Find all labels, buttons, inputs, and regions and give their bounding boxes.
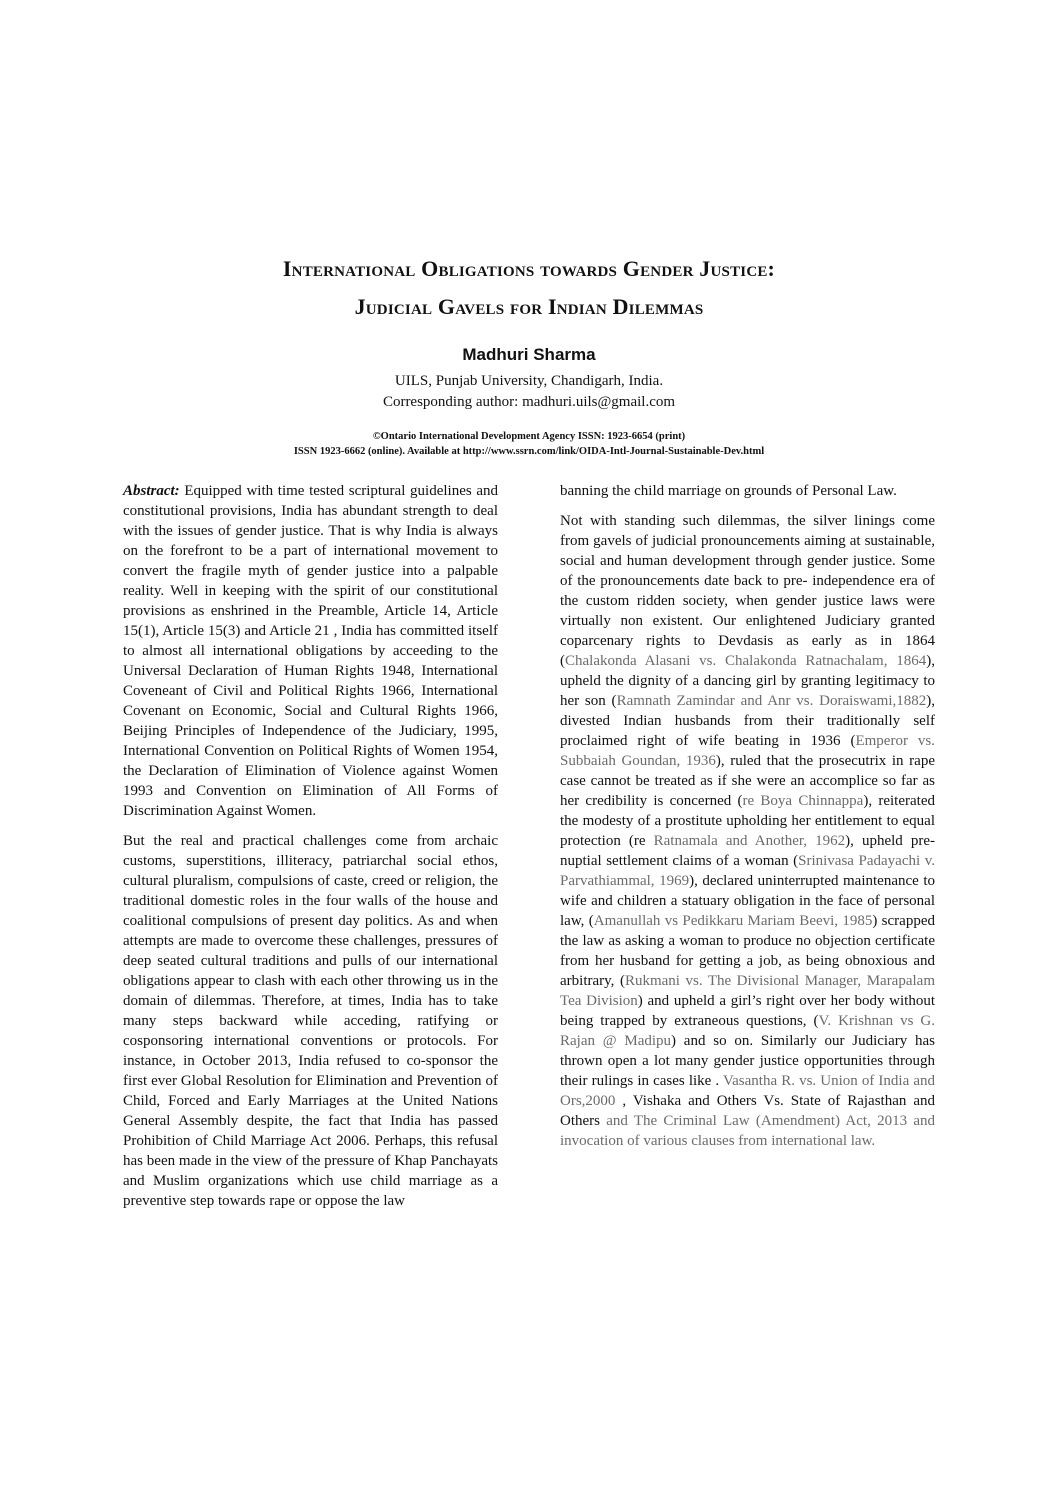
- paper-title: [80, 250, 978, 326]
- issn-online: ISSN 1923-6662 (online). Available at http://www.ssrn.com/link/OIDA-Intl-Journal-Sustainable-Dev.html: [293, 446, 765, 457]
- body-text: ) scrapped the law as asking a woman to produce no objection certificate from her husband for getting a job, as being obnoxious and arbitrary, (: [560, 913, 935, 989]
- body-text: ), upheld the dignity of a dancing girl by granting legitimacy to her son (: [560, 653, 935, 709]
- case-citation: and The Criminal Law (Amendment) Act, 2013 and invocation of various clauses from international law.: [560, 1113, 935, 1149]
- case-citation: V. Krishnan vs G. Rajan @ Madipu: [560, 1013, 935, 1049]
- case-citation: Vasantha R. vs. Union of India and Ors,2000: [560, 1073, 935, 1109]
- body-text: , Vishaka and Others Vs. State of Rajasthan and Others: [560, 1093, 935, 1129]
- author-name: Madhuri Sharma: [462, 345, 596, 364]
- case-citation: Emperor vs. Subbaiah Goundan, 1936: [560, 733, 935, 769]
- title-line-1: International Obligations towards Gender Justice:: [282, 256, 776, 281]
- issn-print: ©Ontario International Development Agency ISSN: 1923-6654 (print): [372, 431, 686, 442]
- case-citation: Chalakonda Alasani vs. Chalakonda Ratnachalam, 1864: [565, 653, 927, 669]
- body-text: ), reiterated the modesty of a prostitute upholding her entitlement to equal protection (re: [560, 793, 935, 849]
- abstract-paragraph: [123, 481, 498, 821]
- challenges-paragraph-continued: banning the child marriage on grounds of Personal Law.: [560, 483, 897, 499]
- body-text: ), declared uninterrupted maintenance to wife and children a statuary obligation in the face of personal law, (: [560, 873, 935, 929]
- abstract-text: Equipped with time tested scriptural guidelines and constitutional provisions, India has abundant strength to deal with the issues of gender justice. That is why India is always on the forefront to be a part of international movement to convert the fragile myth of gender justice into a palpable reality. Well in keeping with the spirit of our constitutional provisions as enshrined in the Preamble, Article 14, Article 15(1), Article 15(3) and Article 21 , India has committed itself to almost all international obligations by acceeding to the Universal Declaration of Human Rights 1948, International Coveneant of Civil and Political Rights 1966, International Covenant on Economic, Social and Cultural Rights 1966, Beijing Principles of Independence of the Judiciary, 1995, International Convention on Political Rights of Women 1954, the Declaration of Elimination of Violence against Women 1993 and Convention on Elimination of All Forms of Discrimination Against Women.: [123, 483, 498, 819]
- case-citation: Rukmani vs. The Divisional Manager, Marapalam Tea Division: [560, 973, 935, 1009]
- case-citation: Srinivasa Padayachi v. Parvathiammal, 1969: [560, 853, 935, 889]
- challenges-paragraph: But the real and practical challenges come from archaic customs, superstitions, illiteracy, patriarchal social ethos, cultural pluralism, compulsions of caste, creed or religion, the traditional domestic roles in the four walls of the house and coalitional compulsions of present day politics. As and when attempts are made to overcome these challenges, pressures of deep seated cultural traditions and pulls of our international obligations appear to clash with each other throwing us in the domain of dilemmas. Therefore, at times, India has to take many steps backward while acceding, ratifying or cosponsoring international conventions or protocols. For instance, in October 2013, India refused to co-sponsor the first ever Global Resolution for Elimination and Prevention of Child, Forced and Early Marriages at the United Nations General Assembly despite, the fact that India has passed Prohibition of Child Marriage Act 2006. Perhaps, this refusal has been made in the view of the pressure of Khap Panchayats and Muslim organizations which use child marriage as a preventive step towards rape or oppose the law: [123, 833, 498, 1209]
- body-text: ) and so on. Similarly our Judiciary has thrown open a lot many gender justice opportunities through their rulings in cases like .: [560, 1033, 936, 1089]
- abstract-label: Abstract:: [123, 483, 180, 499]
- left-column: [123, 481, 498, 1221]
- body-text: ), upheld pre- nuptial settlement claims of a woman (: [560, 833, 935, 869]
- publication-info: [0, 429, 1058, 459]
- body-text: ), divested Indian husbands from their traditionally self proclaimed right of wife beating in 1936 (: [560, 693, 935, 749]
- corresponding-author: Corresponding author: madhuri.uils@gmail.com: [382, 394, 676, 410]
- body-text: ) and upheld a girl’s right over her body without being trapped by extraneous questions, (: [560, 993, 935, 1029]
- author-details: [0, 371, 1058, 413]
- case-citation: Ratnamala and Another, 1962: [653, 833, 846, 849]
- body-text: ), ruled that the prosecutrix in rape case cannot be treated as if she were an accomplice so far as her credibility is concerned (: [560, 753, 935, 809]
- case-citation: Amanullah vs Pedikkaru Mariam Beevi, 1985: [593, 913, 873, 929]
- author-affiliation: UILS, Punjab University, Chandigarh, India.: [394, 373, 664, 389]
- right-column: [560, 481, 935, 1161]
- body-text: Not with standing such dilemmas, the silver linings come from gavels of judicial pronouncements aiming at sustainable, social and human development through gender justice. Some of the pronouncements date back to pre- independence era of the custom ridden society, when gender justice laws were virtually non existent. Our enlightened Judiciary granted coparcenary rights to Devdasis as early as in 1864 (: [560, 513, 935, 669]
- judiciary-paragraph: [560, 511, 935, 1151]
- title-line-2: Judicial Gavels for Indian Dilemmas: [354, 294, 704, 319]
- case-citation: Ramnath Zamindar and Anr vs. Doraiswami,1882: [616, 693, 927, 709]
- case-citation: re Boya Chinnappa: [742, 793, 864, 809]
